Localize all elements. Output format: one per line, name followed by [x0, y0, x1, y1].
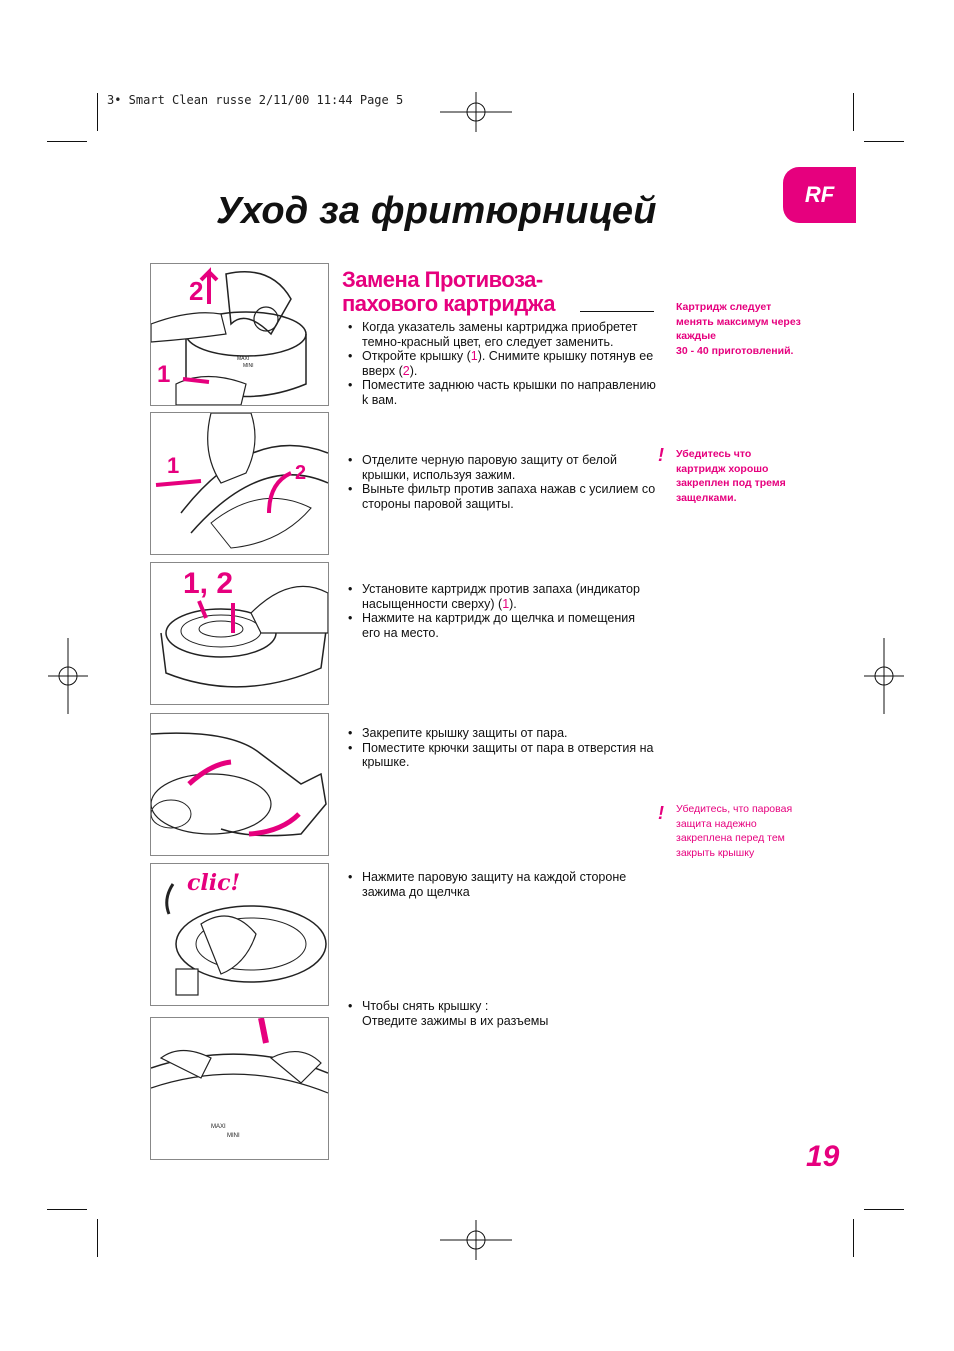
note-steam-guard-secure: Убедитесь, что паровая защита надежно закреплена перед тем закрыть крышку	[676, 803, 793, 859]
figure-open-lid	[150, 263, 329, 406]
list-item: • Чтобы снять крышку : Отведите зажимы в их разъемы	[346, 999, 656, 1028]
list-item: • Установите картридж против запаха (индикатор насыщенности сверху) (1).	[346, 582, 656, 611]
figure-remove-steam-guard	[150, 412, 329, 555]
list-item: • Выньте фильтр против запаха нажав с усилием со стороны паровой защиты.	[346, 482, 656, 511]
section-title	[342, 268, 555, 316]
registration-mark	[864, 638, 904, 714]
print-slug: 3• Smart Clean russe 2/11/00 11:44 Page 5	[107, 93, 404, 107]
step2-list	[346, 453, 656, 511]
section-rule	[580, 311, 654, 312]
list-item: • Поместите заднюю часть крышки по направлению k вам.	[346, 378, 656, 407]
registration-mark	[440, 92, 512, 132]
registration-mark	[440, 1220, 512, 1260]
page-number: 19	[806, 1140, 840, 1173]
warning-icon: !	[658, 803, 664, 823]
step1-list	[346, 320, 656, 407]
crop-mark	[47, 1209, 87, 1210]
list-item: • Отделите черную паровую защиту от белой крышки, используя зажим.	[346, 453, 656, 482]
page-title: Уход за фритюрницей	[216, 190, 657, 232]
crop-mark	[853, 93, 854, 131]
crop-mark	[864, 141, 904, 142]
step4-list	[346, 726, 656, 770]
fig1-mini: MINI	[243, 363, 254, 369]
fig6-maxi: MAXI	[211, 1124, 226, 1130]
figure-insert-cartridge	[150, 562, 329, 705]
section-title-line2: пахового картриджа	[342, 291, 555, 316]
crop-mark	[853, 1219, 854, 1257]
crop-mark	[97, 93, 98, 131]
crop-mark	[47, 141, 87, 142]
registration-mark	[48, 638, 88, 714]
step6-list	[346, 999, 656, 1028]
fig1-label-1: 1	[157, 361, 171, 388]
list-item: • Закрепите крышку защиты от пара.	[346, 726, 656, 741]
section-title-line1: Замена Противоза-	[342, 267, 543, 292]
list-item: • Откройте крышку (1). Снимите крышку потянув ее вверх (2).	[346, 349, 656, 378]
figure-attach-cover	[150, 713, 329, 856]
fig1-maxi: MAXI	[237, 356, 250, 362]
figure-remove-cover	[150, 1017, 329, 1160]
list-item: • Нажмите на картридж до щелчка и помещения его на место.	[346, 611, 656, 640]
crop-mark	[864, 1209, 904, 1210]
note-cartridge-interval: Картридж следует менять максимум через каждые 30 - 40 приготовлений.	[676, 301, 801, 357]
language-tab: RF	[783, 167, 856, 223]
fig5-label: clic!	[187, 870, 241, 896]
fig1-label-2: 2	[189, 276, 204, 306]
fig2-label-2: 2	[295, 462, 307, 484]
fig6-mini: MINI	[227, 1133, 240, 1139]
note-cartridge-secure: Убедитесь что картридж хорошо закреплен под тремя защелками.	[676, 448, 786, 504]
list-item: • Когда указатель замены картриджа приобретет темно-красный цвет, его следует заменить.	[346, 320, 656, 349]
fig2-label-1: 1	[167, 453, 180, 478]
fig3-label: 1, 2	[183, 567, 234, 600]
step3-list	[346, 582, 656, 640]
list-item: • Нажмите паровую защиту на каждой стороне зажима до щелчка	[346, 870, 656, 899]
list-item: • Поместите крючки защиты от пара в отверстия на крышке.	[346, 741, 656, 770]
figure-clip-steam-guard	[150, 863, 329, 1006]
warning-icon: !	[658, 445, 664, 465]
crop-mark	[97, 1219, 98, 1257]
step5-list	[346, 870, 656, 899]
